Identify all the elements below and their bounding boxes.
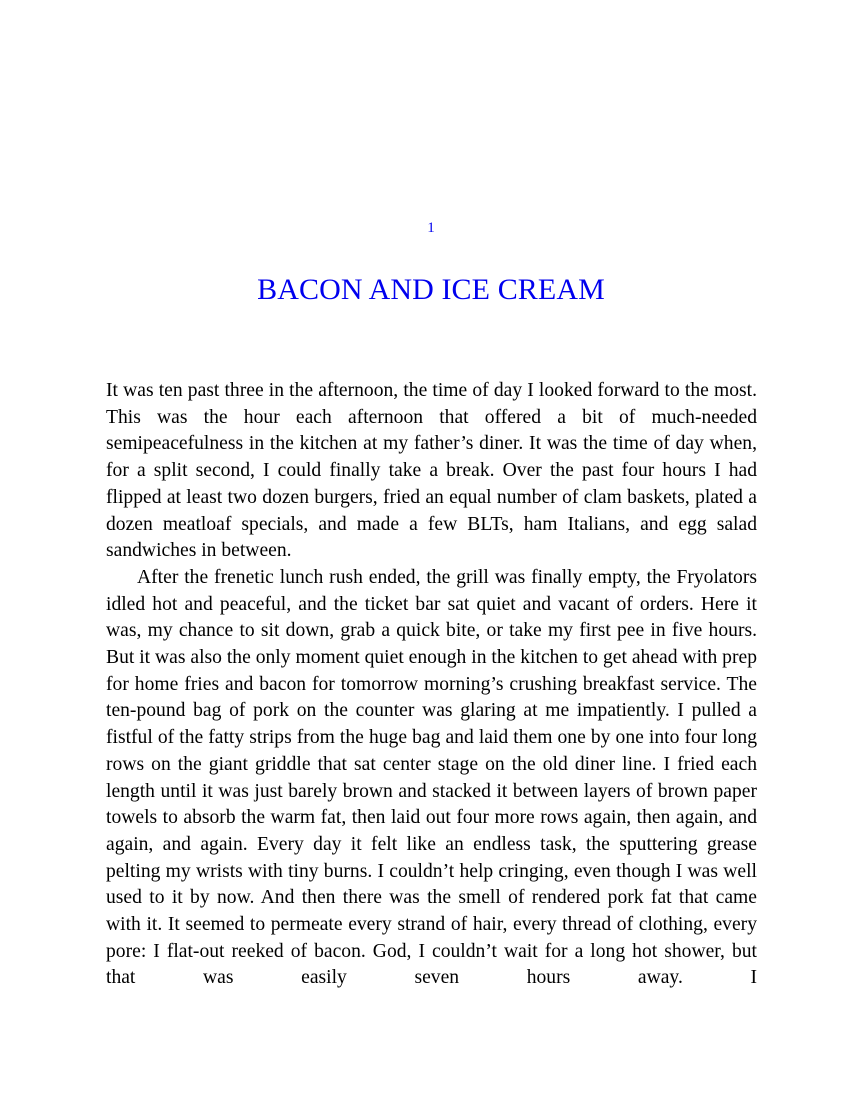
- chapter-title: BACON AND ICE CREAM: [257, 273, 605, 306]
- chapter-number: 1: [427, 220, 435, 236]
- paragraph-2: After the frenetic lunch rush ended, the grill was finally empty, the Fryolators idled hot and peaceful, and the ticket bar sat quiet and vacant of orders. Here it was, my chance to sit down, grab a quick bite, or take my first pee in five hours. But it was also the only moment quiet enough in the kitchen to get ahead with prep for home fries and bacon for tomorrow morning’s crushing breakfast service. The ten-pound bag of pork on the counter was glaring at me impatiently. I pulled a fistful of the fatty strips from the huge bag and laid them one by one into four long rows on the giant griddle that sat center stage on the old diner line. I fried each length until it was just barely brown and stacked it between layers of brown paper towels to absorb the warm fat, then laid out four more rows again, then again, and again, and again. Every day it felt like an endless task, the sputtering grease pelting my wrists with tiny burns. I couldn’t help cringing, even though I was well used to it by now. And then there was the smell of rendered pork fat that came with it. It seemed to permeate every strand of hair, every thread of clothing, every pore: I flat-out reeked of bacon. God, I couldn’t wait for a long hot shower, but that was easily seven hours away. I: [106, 566, 757, 989]
- paragraph-1: It was ten past three in the afternoon, the time of day I looked forward to the most. This was the hour each afternoon that offered a bit of much-needed semipeacefulness in the kitchen at my father’s diner. It was the time of day when, for a split second, I could finally take a break. Over the past four hours I had flipped at least two dozen burgers, fried an equal number of clam baskets, plated a dozen meatloaf specials, and made a few BLTs, ham Italians, and egg salad sandwiches in between.: [106, 380, 757, 562]
- chapter-body: [106, 378, 757, 992]
